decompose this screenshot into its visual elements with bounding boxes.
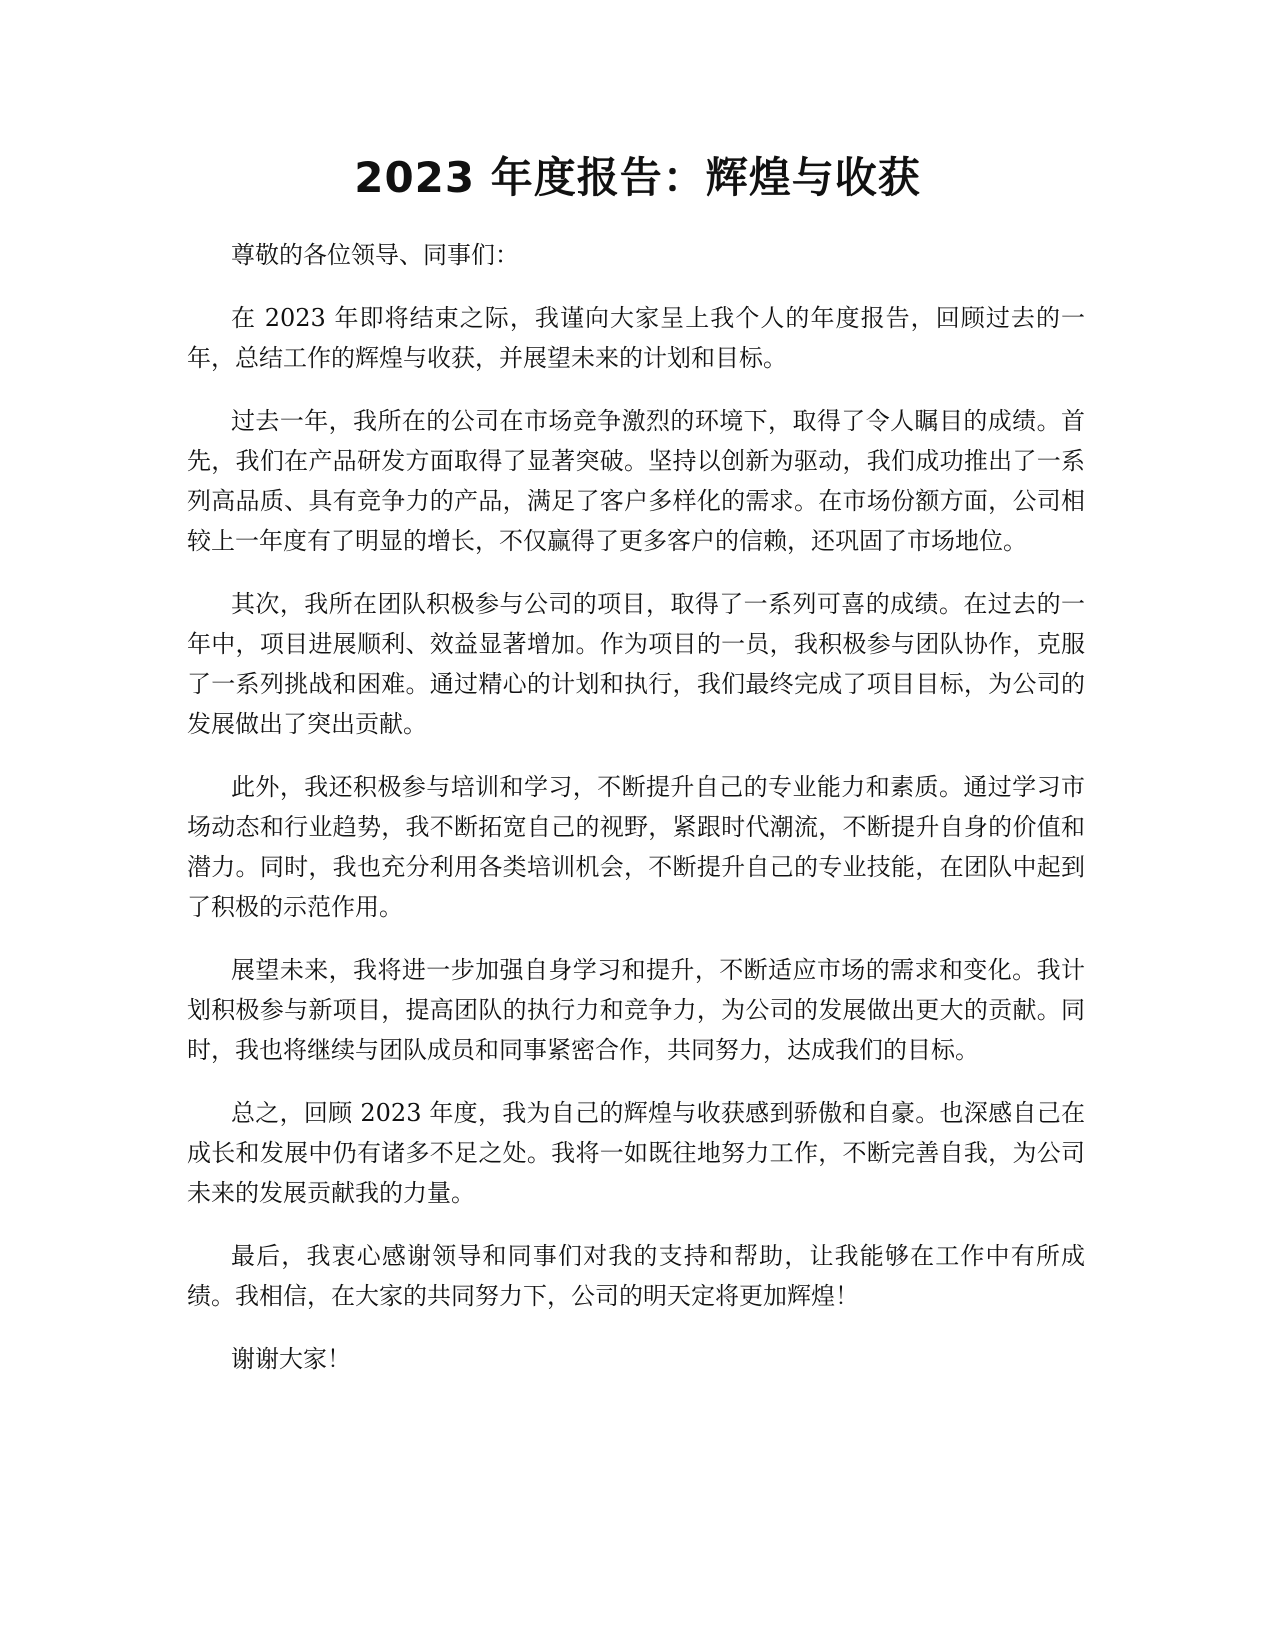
paragraph-company-achievements: 过去一年，我所在的公司在市场竞争激烈的环境下，取得了令人瞩目的成绩。首先，我们在产品研发方面取得了显著突破。坚持以创新为驱动，我们成功推出了一系列高品质、具有竞争力的产品，满足了客户多样化的需求。在市场份额方面，公司相较上一年度有了明显的增长，不仅赢得了更多客户的信赖，还巩固了市场地位。: [187, 407, 1085, 555]
paragraph-team-projects: 其次，我所在团队积极参与公司的项目，取得了一系列可喜的成绩。在过去的一年中，项目进展顺利、效益显著增加。作为项目的一员，我积极参与团队协作，克服了一系列挑战和困难。通过精心的计划和执行，我们最终完成了项目目标，为公司的发展做出了突出贡献。: [187, 590, 1085, 738]
paragraph-summary: 总之，回顾 2023 年度，我为自己的辉煌与收获感到骄傲和自豪。也深感自己在成长和发展中仍有诸多不足之处。我将一如既往地努力工作，不断完善自我，为公司未来的发展贡献我的力量。: [187, 1099, 1085, 1207]
paragraph-salutation: 尊敬的各位领导、同事们：: [231, 241, 519, 269]
paragraph-closing: 谢谢大家！: [231, 1345, 351, 1373]
paragraph-training: 此外，我还积极参与培训和学习，不断提升自己的专业能力和素质。通过学习市场动态和行业趋势，我不断拓宽自己的视野，紧跟时代潮流，不断提升自身的价值和潜力。同时，我也充分利用各类培训机会，不断提升自己的专业技能，在团队中起到了积极的示范作用。: [187, 773, 1085, 921]
paragraph-thanks: 最后，我衷心感谢领导和同事们对我的支持和帮助，让我能够在工作中有所成绩。我相信，在大家的共同努力下，公司的明天定将更加辉煌！: [187, 1242, 1085, 1310]
paragraph-intro: 在 2023 年即将结束之际，我谨向大家呈上我个人的年度报告，回顾过去的一年，总结工作的辉煌与收获，并展望未来的计划和目标。: [187, 304, 1085, 372]
paragraph-outlook: 展望未来，我将进一步加强自身学习和提升，不断适应市场的需求和变化。我计划积极参与新项目，提高团队的执行力和竞争力，为公司的发展做出更大的贡献。同时，我也将继续与团队成员和同事紧密合作，共同努力，达成我们的目标。: [187, 956, 1085, 1064]
document-body: [187, 235, 1085, 1402]
page-title: 2023 年度报告：辉煌与收获: [354, 153, 921, 202]
